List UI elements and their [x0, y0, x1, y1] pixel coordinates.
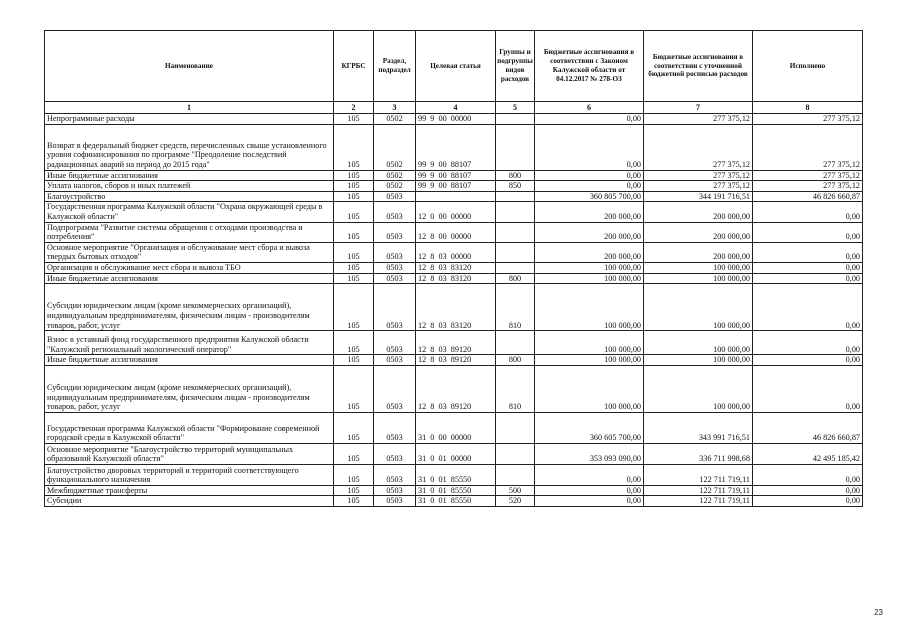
table-row	[45, 485, 863, 496]
cell-executed: 277 375,12	[753, 124, 863, 170]
cell-kgrbs: 105	[334, 443, 374, 464]
cell-kgrbs: 105	[334, 114, 374, 125]
cell-expense-group: 800	[496, 355, 535, 366]
cell-executed: 0,00	[753, 331, 863, 355]
cell-executed: 0,00	[753, 365, 863, 412]
cell-expense-group: 800	[496, 170, 535, 181]
column-number: 7	[644, 102, 753, 114]
column-number: 3	[374, 102, 416, 114]
cell-target-article: 31 0 01 00000	[416, 443, 496, 464]
cell-kgrbs: 105	[334, 191, 374, 202]
cell-name: Уплата налогов, сборов и иных платежей	[45, 181, 334, 192]
cell-executed: 0,00	[753, 355, 863, 366]
cell-executed: 0,00	[753, 262, 863, 273]
cell-law-allocations: 0,00	[535, 485, 644, 496]
cell-kgrbs: 105	[334, 124, 374, 170]
table-row	[45, 365, 863, 412]
cell-kgrbs: 105	[334, 273, 374, 284]
cell-name: Иные бюджетные ассигнования	[45, 170, 334, 181]
cell-section: 0503	[374, 443, 416, 464]
table-row	[45, 114, 863, 125]
cell-revised-allocations: 277 375,12	[644, 170, 753, 181]
cell-section: 0503	[374, 331, 416, 355]
cell-target-article: 12 8 03 89120	[416, 365, 496, 412]
cell-expense-group	[496, 262, 535, 273]
cell-target-article: 31 0 00 00000	[416, 412, 496, 443]
column-number: 4	[416, 102, 496, 114]
table-row	[45, 355, 863, 366]
cell-section: 0503	[374, 485, 416, 496]
column-number: 1	[45, 102, 334, 114]
table-row	[45, 443, 863, 464]
cell-name: Возврат в федеральный бюджет средств, перечисленных свыше установленного уровня софинансирования по программе "Преодоление последствий радиационных аварий на период до 2015 года"	[45, 124, 334, 170]
table-row	[45, 262, 863, 273]
table-row	[45, 202, 863, 222]
cell-target-article: 12 8 03 89120	[416, 331, 496, 355]
cell-law-allocations: 100 000,00	[535, 365, 644, 412]
header-name: Наименование	[45, 31, 334, 102]
cell-law-allocations: 100 000,00	[535, 262, 644, 273]
cell-kgrbs: 105	[334, 170, 374, 181]
cell-executed: 0,00	[753, 284, 863, 331]
cell-law-allocations: 360 605 700,00	[535, 412, 644, 443]
cell-name: Основное мероприятие "Организация и обслуживание мест сбора и вывоза твердых бытовых отходов"	[45, 242, 334, 262]
cell-target-article: 12 8 03 83120	[416, 284, 496, 331]
cell-executed: 0,00	[753, 496, 863, 507]
cell-section: 0503	[374, 273, 416, 284]
cell-kgrbs: 105	[334, 365, 374, 412]
cell-law-allocations: 200 000,00	[535, 222, 644, 242]
cell-target-article: 12 8 03 83120	[416, 273, 496, 284]
cell-expense-group: 810	[496, 284, 535, 331]
page-number: 23	[874, 608, 883, 617]
cell-law-allocations: 0,00	[535, 124, 644, 170]
table-row	[45, 170, 863, 181]
cell-kgrbs: 105	[334, 485, 374, 496]
cell-name: Взнос в уставный фонд государственного предприятия Калужской области "Калужский региональный экологический оператор"	[45, 331, 334, 355]
header-revised-allocations: Бюджетные ассигнования в соответствии с уточненной бюджетной росписью расходов	[644, 31, 753, 102]
cell-executed: 0,00	[753, 485, 863, 496]
cell-executed: 46 826 660,87	[753, 191, 863, 202]
table-row	[45, 181, 863, 192]
cell-law-allocations: 100 000,00	[535, 284, 644, 331]
table-row	[45, 242, 863, 262]
cell-target-article: 12 8 00 00000	[416, 222, 496, 242]
cell-target-article: 99 9 00 00000	[416, 114, 496, 125]
table-row	[45, 222, 863, 242]
cell-executed: 42 495 185,42	[753, 443, 863, 464]
column-number: 8	[753, 102, 863, 114]
cell-expense-group: 810	[496, 365, 535, 412]
cell-name: Иные бюджетные ассигнования	[45, 273, 334, 284]
cell-revised-allocations: 100 000,00	[644, 365, 753, 412]
cell-law-allocations: 0,00	[535, 496, 644, 507]
header-row	[45, 31, 863, 102]
cell-law-allocations: 100 000,00	[535, 331, 644, 355]
header-target-article: Целевая статья	[416, 31, 496, 102]
cell-expense-group	[496, 124, 535, 170]
cell-section: 0503	[374, 412, 416, 443]
cell-revised-allocations: 100 000,00	[644, 355, 753, 366]
cell-target-article: 99 9 00 88107	[416, 181, 496, 192]
cell-kgrbs: 105	[334, 464, 374, 485]
cell-kgrbs: 105	[334, 496, 374, 507]
cell-executed: 0,00	[753, 464, 863, 485]
cell-target-article	[416, 191, 496, 202]
cell-executed: 277 375,12	[753, 170, 863, 181]
table-row	[45, 124, 863, 170]
cell-name: Организация и обслуживание мест сбора и вывоза ТБО	[45, 262, 334, 273]
cell-target-article: 99 9 00 88107	[416, 124, 496, 170]
cell-name: Непрограммные расходы	[45, 114, 334, 125]
cell-section: 0503	[374, 202, 416, 222]
cell-executed: 0,00	[753, 222, 863, 242]
budget-execution-table	[44, 30, 863, 507]
cell-revised-allocations: 200 000,00	[644, 242, 753, 262]
column-number: 6	[535, 102, 644, 114]
cell-revised-allocations: 277 375,12	[644, 181, 753, 192]
cell-executed: 277 375,12	[753, 181, 863, 192]
header-section: Раздел, подраздел	[374, 31, 416, 102]
cell-executed: 0,00	[753, 202, 863, 222]
cell-expense-group	[496, 412, 535, 443]
header-executed: Исполнено	[753, 31, 863, 102]
table-body	[45, 114, 863, 507]
cell-expense-group	[496, 114, 535, 125]
cell-law-allocations: 0,00	[535, 170, 644, 181]
cell-name: Благоустройство	[45, 191, 334, 202]
cell-law-allocations: 0,00	[535, 114, 644, 125]
cell-revised-allocations: 100 000,00	[644, 262, 753, 273]
table-row	[45, 191, 863, 202]
cell-section: 0503	[374, 284, 416, 331]
cell-section: 0503	[374, 355, 416, 366]
cell-section: 0503	[374, 464, 416, 485]
cell-expense-group: 520	[496, 496, 535, 507]
cell-law-allocations: 353 093 090,00	[535, 443, 644, 464]
cell-revised-allocations: 277 375,12	[644, 124, 753, 170]
cell-kgrbs: 105	[334, 181, 374, 192]
cell-expense-group	[496, 191, 535, 202]
cell-law-allocations: 0,00	[535, 464, 644, 485]
cell-revised-allocations: 343 991 716,51	[644, 412, 753, 443]
cell-expense-group	[496, 202, 535, 222]
cell-kgrbs: 105	[334, 262, 374, 273]
cell-section: 0503	[374, 365, 416, 412]
cell-section: 0502	[374, 114, 416, 125]
cell-revised-allocations: 122 711 719,11	[644, 485, 753, 496]
cell-section: 0503	[374, 191, 416, 202]
cell-name: Государственная программа Калужской области "Охрана окружающей среды в Калужской области"	[45, 202, 334, 222]
cell-revised-allocations: 122 711 719,11	[644, 496, 753, 507]
cell-target-article: 12 8 03 89120	[416, 355, 496, 366]
cell-section: 0503	[374, 262, 416, 273]
cell-name: Подпрограмма "Развитие системы обращения с отходами производства и потребления"	[45, 222, 334, 242]
table-row	[45, 464, 863, 485]
cell-section: 0503	[374, 496, 416, 507]
cell-target-article: 12 8 03 83120	[416, 262, 496, 273]
table-row	[45, 273, 863, 284]
cell-target-article: 31 0 01 85550	[416, 485, 496, 496]
header-expense-group: Группы и подгруппы видов расходов	[496, 31, 535, 102]
cell-name: Иные бюджетные ассигнования	[45, 355, 334, 366]
cell-kgrbs: 105	[334, 331, 374, 355]
cell-law-allocations: 200 000,00	[535, 202, 644, 222]
cell-revised-allocations: 200 000,00	[644, 222, 753, 242]
header-law-allocations: Бюджетные ассигнования в соответствии с Законом Калужской области от 04.12.2017 № 278-ОЗ	[535, 31, 644, 102]
cell-name: Межбюджетные трансферты	[45, 485, 334, 496]
column-number: 5	[496, 102, 535, 114]
cell-law-allocations: 360 805 700,00	[535, 191, 644, 202]
header-kgrbs: КГРБС	[334, 31, 374, 102]
cell-executed: 46 826 660,87	[753, 412, 863, 443]
cell-executed: 0,00	[753, 273, 863, 284]
cell-expense-group	[496, 464, 535, 485]
cell-name: Государственная программа Калужской области "Формирование современной городской среды в Калужской области"	[45, 412, 334, 443]
cell-section: 0503	[374, 242, 416, 262]
cell-target-article: 31 0 01 85550	[416, 464, 496, 485]
cell-expense-group: 500	[496, 485, 535, 496]
table-row	[45, 284, 863, 331]
cell-kgrbs: 105	[334, 412, 374, 443]
cell-expense-group	[496, 242, 535, 262]
cell-revised-allocations: 344 191 716,51	[644, 191, 753, 202]
cell-section: 0502	[374, 170, 416, 181]
table-row	[45, 331, 863, 355]
cell-name: Основное мероприятие "Благоустройство территорий муниципальных образований Калужской области"	[45, 443, 334, 464]
column-number-row	[45, 102, 863, 114]
cell-section: 0502	[374, 181, 416, 192]
cell-target-article: 12 0 00 00000	[416, 202, 496, 222]
cell-expense-group: 850	[496, 181, 535, 192]
cell-revised-allocations: 100 000,00	[644, 331, 753, 355]
cell-name: Субсидии юридическим лицам (кроме некоммерческих организаций), индивидуальным предпринимателям, физическим лицам - производителям товаров, работ, услуг	[45, 284, 334, 331]
cell-section: 0502	[374, 124, 416, 170]
cell-law-allocations: 100 000,00	[535, 273, 644, 284]
cell-revised-allocations: 200 000,00	[644, 202, 753, 222]
cell-revised-allocations: 100 000,00	[644, 273, 753, 284]
cell-revised-allocations: 336 711 998,68	[644, 443, 753, 464]
table-row	[45, 412, 863, 443]
cell-revised-allocations: 277 375,12	[644, 114, 753, 125]
cell-law-allocations: 200 000,00	[535, 242, 644, 262]
cell-revised-allocations: 100 000,00	[644, 284, 753, 331]
cell-name: Благоустройство дворовых территорий и территорий соответствующего функционального назначения	[45, 464, 334, 485]
cell-kgrbs: 105	[334, 355, 374, 366]
table-row	[45, 496, 863, 507]
cell-law-allocations: 0,00	[535, 181, 644, 192]
cell-target-article: 99 9 00 88107	[416, 170, 496, 181]
cell-revised-allocations: 122 711 719,11	[644, 464, 753, 485]
cell-expense-group	[496, 331, 535, 355]
cell-target-article: 12 8 03 00000	[416, 242, 496, 262]
cell-kgrbs: 105	[334, 242, 374, 262]
cell-executed: 0,00	[753, 242, 863, 262]
cell-law-allocations: 100 000,00	[535, 355, 644, 366]
cell-section: 0503	[374, 222, 416, 242]
cell-target-article: 31 0 01 85550	[416, 496, 496, 507]
cell-executed: 277 375,12	[753, 114, 863, 125]
column-number: 2	[334, 102, 374, 114]
cell-kgrbs: 105	[334, 222, 374, 242]
cell-name: Субсидии	[45, 496, 334, 507]
cell-kgrbs: 105	[334, 202, 374, 222]
cell-expense-group	[496, 222, 535, 242]
cell-kgrbs: 105	[334, 284, 374, 331]
cell-expense-group	[496, 443, 535, 464]
cell-expense-group: 800	[496, 273, 535, 284]
cell-name: Субсидии юридическим лицам (кроме некоммерческих организаций), индивидуальным предпринимателям, физическим лицам - производителям товаров, работ, услуг	[45, 365, 334, 412]
